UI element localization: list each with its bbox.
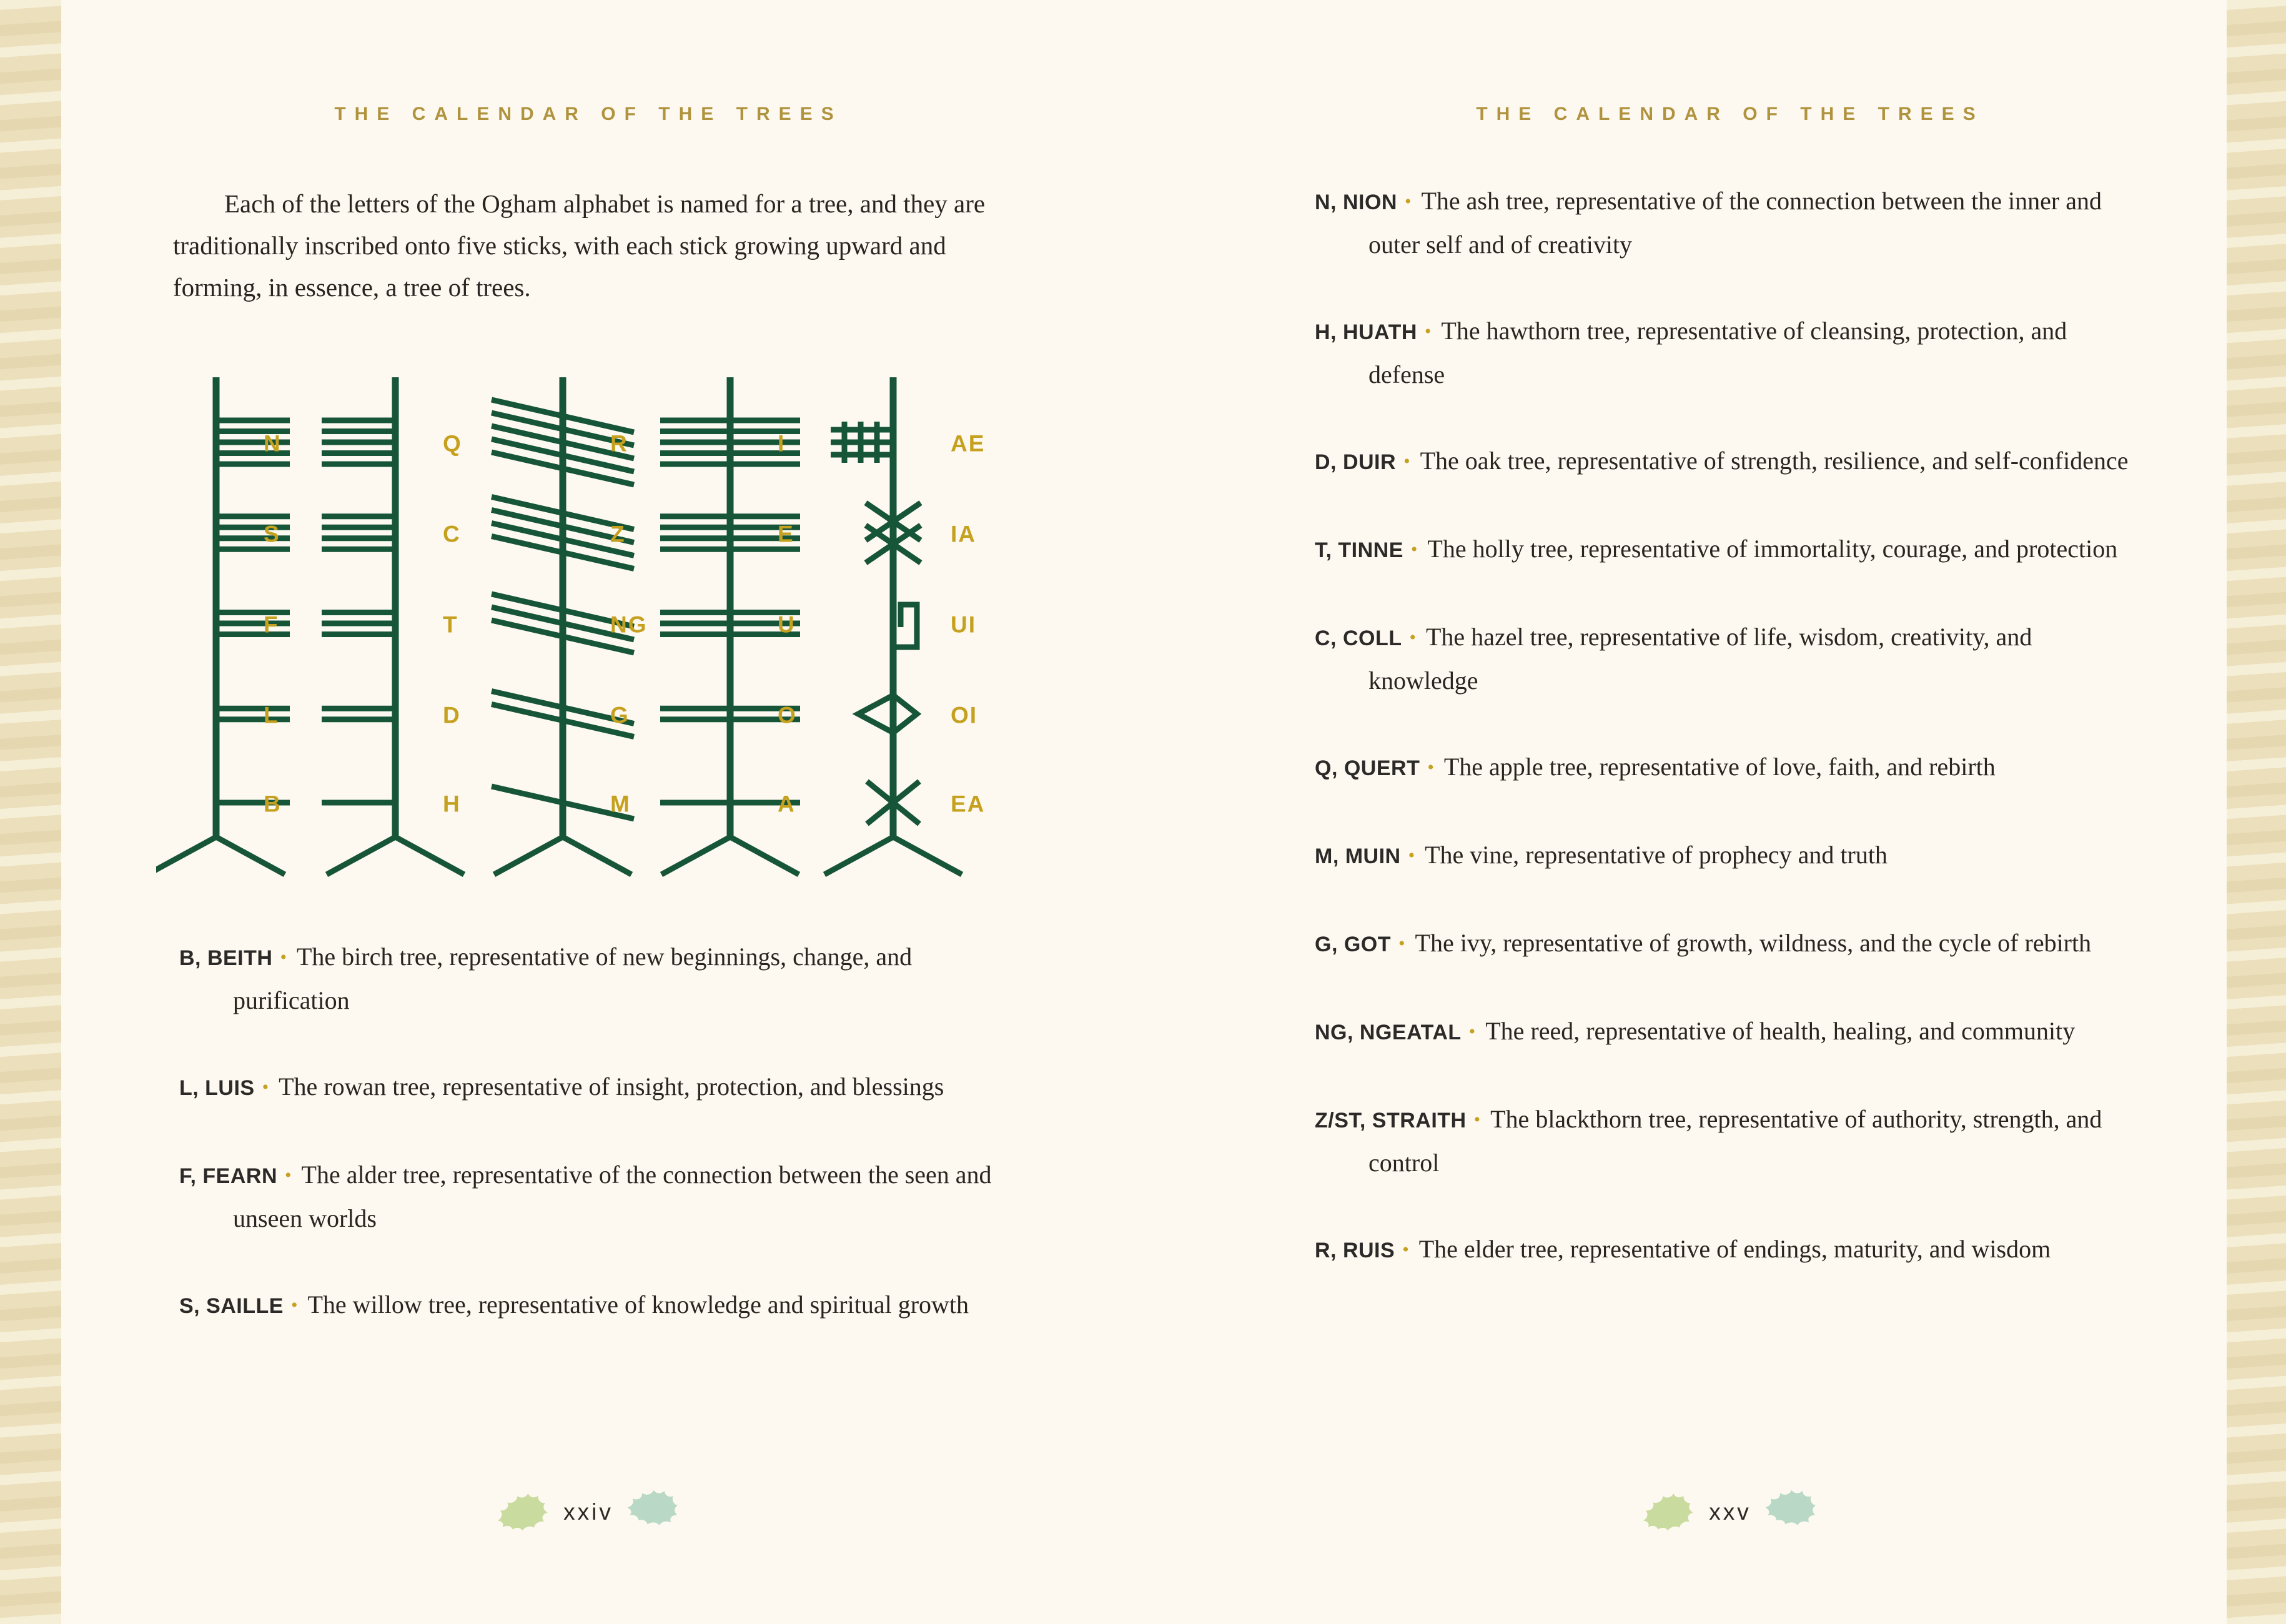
ogham-letter-label: Z (610, 521, 626, 547)
entry-description: The vine, representative of prophecy and truth (1425, 841, 1888, 869)
entry-description: The blackthorn tree, representative of authority, strength, and control (1368, 1105, 2102, 1177)
entry-letter-name: H, HUATH (1315, 320, 1417, 344)
entry-description: The birch tree, representative of new beginnings, change, and purification (233, 943, 913, 1014)
ogham-key-entry (1315, 746, 2145, 790)
entry-letter-name: R, RUIS (1315, 1239, 1395, 1262)
running-head-left: THE CALENDAR OF THE TREES (334, 104, 843, 124)
bullet-icon: • (262, 1077, 269, 1097)
entry-letter-name: T, TINNE (1315, 538, 1403, 562)
ogham-letter-label: UI (951, 611, 976, 638)
ogham-letter-label: L (264, 702, 279, 728)
page-footer-right (1315, 1493, 2145, 1532)
ogham-letter-label: NG (610, 611, 648, 638)
page-number-right: xxv (1709, 1499, 1751, 1525)
intro-paragraph: Each of the letters of the Ogham alphabet is named for a tree, and they are traditionally inscribed onto five sticks, with each stick growing upward and forming, in essence, a tree of trees. (173, 189, 986, 302)
entry-letter-name: Q, QUERT (1315, 756, 1420, 780)
entry-description: The rowan tree, representative of insight, protection, and blessings (279, 1072, 944, 1101)
ogham-letter-label: U (778, 611, 796, 638)
entry-letter-name: G, GOT (1315, 933, 1391, 956)
entry-letter-name: M, MUIN (1315, 844, 1401, 868)
oak-leaf-icon (1636, 1489, 1701, 1536)
ogham-letter-label: Q (443, 430, 462, 457)
ogham-letter-label: B (264, 791, 282, 817)
ogham-letter-label: H (443, 791, 461, 817)
entry-description: The reed, representative of health, healing, and community (1485, 1017, 2076, 1045)
ogham-key-entry (1315, 1010, 2145, 1054)
ogham-letter-label: T (443, 611, 458, 638)
ogham-letter-label: A (778, 791, 796, 817)
bullet-icon: • (1473, 1109, 1481, 1130)
oak-leaf-icon (621, 1483, 687, 1532)
entry-description: The ash tree, representative of the connection between the inner and outer self and of creativity (1368, 187, 2102, 259)
ogham-key-entry (179, 1066, 1010, 1109)
ogham-letter-label: N (264, 430, 282, 457)
entry-description: The hazel tree, representative of life, wisdom, creativity, and knowledge (1368, 623, 2032, 695)
ogham-key-entry (1315, 834, 2145, 878)
entry-description: The elder tree, representative of endings, maturity, and wisdom (1418, 1235, 2051, 1263)
page-number-left: xxiv (563, 1499, 613, 1525)
entry-letter-name: B, BEITH (179, 946, 273, 970)
ogham-key-entry (1315, 1228, 2145, 1272)
ogham-letter-label: F (264, 611, 279, 638)
oak-leaf-icon (1759, 1483, 1824, 1532)
ogham-letter-label: EA (951, 791, 986, 817)
page-footer-left (173, 1493, 1004, 1532)
ogham-alphabet-diagram (156, 367, 999, 879)
book-edge-left (0, 0, 61, 1624)
bullet-icon: • (1424, 321, 1432, 342)
ogham-key-entry (1315, 440, 2145, 483)
ogham-key-entry (179, 1154, 1010, 1239)
bullet-icon: • (1409, 627, 1416, 648)
entry-letter-name: F, FEARN (179, 1164, 277, 1188)
bullet-icon: • (290, 1295, 298, 1315)
entry-description: The holly tree, representative of immortality, courage, and protection (1427, 535, 2118, 563)
ogham-key-entry (1315, 1098, 2145, 1184)
bullet-icon: • (1404, 191, 1412, 212)
ogham-key-list-left (179, 936, 1010, 1327)
running-head-right: THE CALENDAR OF THE TREES (1476, 104, 1984, 124)
bullet-icon: • (1408, 845, 1415, 866)
book-edge-right (2227, 0, 2286, 1624)
ogham-key-entry (1315, 922, 2145, 966)
ogham-letter-label: R (610, 430, 628, 457)
entry-letter-name: L, LUIS (179, 1076, 255, 1100)
entry-letter-name: NG, NGEATAL (1315, 1021, 1462, 1044)
bullet-icon: • (1468, 1021, 1476, 1042)
oak-leaf-icon (491, 1489, 556, 1536)
ogham-key-entry (179, 1284, 1010, 1327)
ogham-letter-label: I (778, 430, 786, 457)
ogham-key-entry (1315, 616, 2145, 701)
entry-description: The apple tree, representative of love, faith, and rebirth (1443, 753, 1996, 781)
entry-description: The alder tree, representative of the connection between the seen and unseen worlds (233, 1161, 992, 1232)
ogham-letter-label: E (778, 521, 794, 547)
ogham-letter-label: C (443, 521, 461, 547)
bullet-icon: • (285, 1165, 292, 1186)
entry-letter-name: C, COLL (1315, 626, 1402, 650)
bullet-icon: • (280, 947, 287, 968)
entry-letter-name: N, NION (1315, 191, 1397, 214)
ogham-letter-label: S (264, 521, 280, 547)
ogham-letter-label: G (610, 702, 630, 728)
ogham-letter-label: AE (951, 430, 986, 457)
entry-letter-name: D, DUIR (1315, 450, 1397, 474)
ogham-key-entry (1315, 180, 2145, 265)
entry-letter-name: Z/ST, STRAITH (1315, 1109, 1467, 1132)
bullet-icon: • (1403, 451, 1410, 472)
bullet-icon: • (1402, 1239, 1409, 1260)
ogham-letter-label: D (443, 702, 461, 728)
ogham-letter-label: OI (951, 702, 978, 728)
entry-description: The oak tree, representative of strength, resilience, and self-confidence (1420, 447, 2129, 475)
ogham-key-entry (179, 936, 1010, 1021)
ogham-letter-label: O (778, 702, 797, 728)
ogham-key-list-right (1315, 180, 2145, 1272)
bullet-icon: • (1398, 933, 1405, 954)
ogham-key-entry (1315, 528, 2145, 572)
ogham-letter-label: M (610, 791, 631, 817)
entry-description: The ivy, representative of growth, wildness, and the cycle of rebirth (1415, 929, 2092, 957)
entry-description: The willow tree, representative of knowledge and spiritual growth (307, 1290, 969, 1319)
bullet-icon: • (1427, 757, 1434, 778)
entry-description: The hawthorn tree, representative of cleansing, protection, and defense (1368, 317, 2067, 389)
bullet-icon: • (1410, 539, 1418, 560)
ogham-letter-label: IA (951, 521, 976, 547)
ogham-key-entry (1315, 310, 2145, 395)
entry-letter-name: S, SAILLE (179, 1294, 284, 1318)
